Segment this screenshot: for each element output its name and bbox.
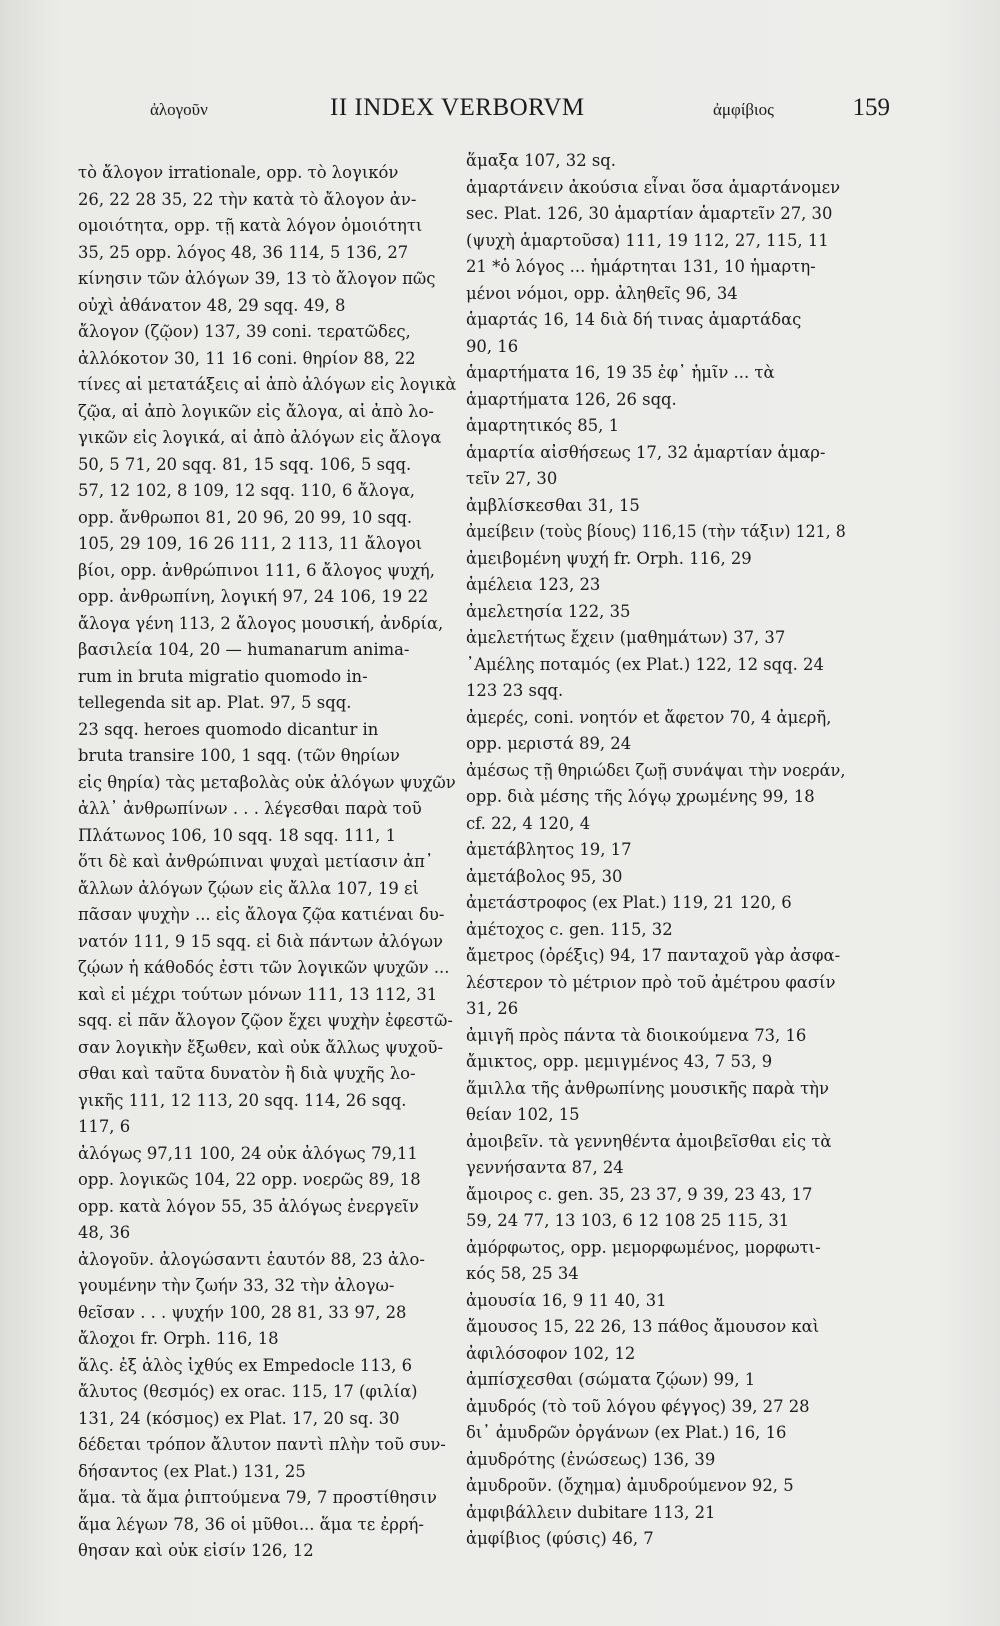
index-line: ἀμείβειν (τοὺς βίους) 116,15 (τὴν τάξιν) 121, 8 [466, 522, 846, 541]
index-line: τεῖν 27, 30 [466, 469, 558, 488]
index-line: ομοιότητα, opp. τῇ κατὰ λόγον ὁμοιότητι [78, 216, 423, 235]
index-line: ἀμέλεια 123, 23 [466, 575, 601, 594]
index-line: ἀμβλίσκεσθαι 31, 15 [466, 495, 640, 515]
index-line: μένοι νόμοι, opp. ἀληθεῖς 96, 34 [466, 283, 738, 303]
index-line: opp. μεριστά 89, 24 [466, 734, 632, 753]
index-line: ἄλλων ἀλόγων ζῴων εἰς ἄλλα 107, 19 εἰ [78, 878, 419, 898]
index-line: 59, 24 77, 13 103, 6 12 108 25 115, 31 [466, 1211, 790, 1230]
index-line: νατόν 111, 9 15 sqq. εἰ διὰ πάντων ἀλόγων [78, 931, 443, 951]
index-line: ἀμετάστροφος (ex Plat.) 119, 21 120, 6 [466, 893, 792, 912]
index-line: cf. 22, 4 120, 4 [466, 813, 591, 833]
index-line: βασιλεία 104, 20 — humanarum anima- [78, 640, 410, 659]
index-line: ἀμφιβάλλειν dubitare 113, 21 [466, 1502, 716, 1522]
index-line: ἄμικτος, opp. μεμιγμένος 43, 7 53, 9 [466, 1052, 773, 1071]
index-line: ἄμοιρος c. gen. 35, 23 37, 9 39, 23 43, 17 [466, 1184, 813, 1204]
index-line: ἀλλόκοτον 30, 11 16 coni. θηρίον 88, 22 [78, 348, 416, 368]
index-line: θείαν 102, 15 [466, 1105, 580, 1124]
index-line: opp. ἄνθρωποι 81, 20 96, 20 99, 10 sqq. [78, 507, 413, 527]
index-line: 23 sqq. heroes quomodo dicantur in [78, 719, 379, 739]
index-line: ἀμυδρός (τὸ τοῦ λόγου φέγγος) 39, 27 28 [466, 1396, 810, 1416]
index-line: opp. κατὰ λόγον 55, 35 ἀλόγως ἐνεργεῖν [78, 1196, 419, 1216]
index-line: ἄμουσος 15, 22 26, 13 πάθος ἄμουσον καὶ [466, 1317, 820, 1336]
index-column-right [466, 148, 846, 1553]
index-line: ζῷα, αἱ ἀπὸ λογικῶν εἰς ἄλογα, αἱ ἀπὸ λο- [78, 401, 434, 421]
index-line: πᾶσαν ψυχὴν ... εἰς ἄλογα ζῷα κατιέναι δυ- [78, 905, 445, 924]
index-line: ἀμελετήτως ἔχειν (μαθημάτων) 37, 37 [466, 628, 786, 647]
index-line: ἅμαξα 107, 32 sq. [466, 151, 616, 170]
index-line: ἀμέσως τῇ θηριώδει ζωῇ συνάψαι τὴν νοεράν, [466, 760, 846, 780]
index-line: (ψυχὴ ἁμαρτοῦσα) 111, 19 112, 27, 115, 11 [466, 230, 829, 250]
index-line: γικῆς 111, 12 113, 20 sqq. 114, 26 sqq. [78, 1090, 407, 1110]
index-line: 123 23 sqq. [466, 681, 564, 700]
index-line: ἁμαρτάνειν ἀκούσια εἶναι ὅσα ἁμαρτάνομεν [466, 177, 841, 197]
index-line: γουμένην τὴν ζωήν 33, 32 τὴν ἀλογω- [78, 1276, 395, 1295]
index-line: ἀμειβομένη ψυχή fr. Orph. 116, 29 [466, 548, 752, 568]
index-line: θεῖσαν . . . ψυχήν 100, 28 81, 33 97, 28 [78, 1302, 407, 1322]
index-line: θησαν καὶ οὐκ εἰσίν 126, 12 [78, 1541, 314, 1560]
index-line: δέδεται τρόπον ἄλυτον παντὶ πλὴν τοῦ συν- [78, 1435, 446, 1454]
index-line: τίνες αἱ μετατάξεις αἱ ἀπὸ ἀλόγων εἰς λογικὰ [78, 375, 457, 394]
index-line: δήσαντος (ex Plat.) 131, 25 [78, 1461, 306, 1481]
index-line: δι᾽ ἀμυδρῶν ὀργάνων (ex Plat.) 16, 16 [466, 1423, 787, 1442]
index-line: σθαι καὶ ταῦτα δυνατὸν ἢ διὰ ψυχῆς λο- [78, 1064, 416, 1083]
index-line: ἀλογοῦν. ἀλογώσαντι ἑαυτόν 88, 23 ἀλο- [78, 1249, 425, 1269]
index-line: rum in bruta migratio quomodo in- [78, 666, 368, 686]
index-line: 57, 12 102, 8 109, 12 sqq. 110, 6 ἄλογα, [78, 481, 416, 500]
page-number: 159 [852, 94, 890, 121]
index-line: 48, 36 [78, 1223, 131, 1242]
index-line: bruta transire 100, 1 sqq. (τῶν θηρίων [78, 746, 400, 765]
index-line: ἀμετάβλητος 19, 17 [466, 840, 632, 859]
index-line: ἀμόρφωτος, opp. μεμορφωμένος, μορφωτι- [466, 1237, 821, 1257]
index-line: λέστερον τὸ μέτριον πρὸ τοῦ ἀμέτρου φασίν [466, 972, 836, 992]
index-line: ζῴων ἡ κάθοδός ἐστι τῶν λογικῶν ψυχῶν ... [78, 958, 450, 977]
index-line: ἀμυδρότης (ἐνώσεως) 136, 39 [466, 1449, 716, 1469]
index-line: ἀμέτοχος c. gen. 115, 32 [466, 919, 673, 939]
index-line: ἅμα. τὰ ἅμα ῥιπτούμενα 79, 7 προστίθησιν [78, 1488, 437, 1507]
index-line: ἄλογον (ζῷον) 137, 39 coni. τερατῶδες, [78, 322, 411, 341]
index-line: 31, 26 [466, 999, 519, 1018]
index-line: 50, 5 71, 20 sqq. 81, 15 sqq. 106, 5 sqq. [78, 454, 412, 474]
index-line: ἀλόγως 97,11 100, 24 οὐκ ἀλόγως 79,11 [78, 1143, 418, 1163]
index-line: ἀμελετησία 122, 35 [466, 601, 631, 621]
index-line: ᾽Αμέλης ποταμός (ex Plat.) 122, 12 sqq. 24 [466, 654, 824, 674]
index-line: 117, 6 [78, 1117, 131, 1136]
index-line: ἁμαρτία αἰσθήσεως 17, 32 ἁμαρτίαν ἁμαρ- [466, 442, 826, 462]
header-right-catchword: ἀμφίβιος [713, 100, 774, 119]
index-line: ἀμιγῆ πρὸς πάντα τὰ διοικούμενα 73, 16 [466, 1025, 807, 1045]
header-title: II INDEX VERBORVM [330, 94, 585, 121]
index-line: ἄμετρος (ὀρέξις) 94, 17 πανταχοῦ γὰρ ἀσφα- [466, 946, 841, 965]
index-line: ἁμαρτήματα 16, 19 35 ἐφ᾽ ἡμῖν ... τὰ [466, 363, 775, 382]
index-line: σαν λογικὴν ἔξωθεν, καὶ οὐκ ἄλλως ψυχοῦ- [78, 1037, 444, 1057]
index-line: 90, 16 [466, 336, 519, 356]
index-line: γικῶν εἰς λογικά, αἱ ἀπὸ ἀλόγων εἰς ἄλογα [78, 428, 442, 447]
index-line: κίνησιν τῶν ἀλόγων 39, 13 τὸ ἄλογον πῶς [78, 269, 436, 288]
index-line: opp. ἀνθρωπίνη, λογική 97, 24 106, 19 22 [78, 587, 429, 606]
index-line: 26, 22 28 35, 22 τὴν κατὰ τὸ ἄλογον ἀν- [78, 189, 417, 209]
index-column-left [78, 160, 456, 1565]
index-line: οὐχὶ ἀθάνατον 48, 29 sqq. 49, 8 [78, 295, 346, 315]
index-line: ἀλλ᾽ ἀνθρωπίνων . . . λέγεσθαι παρὰ τοῦ [78, 799, 422, 818]
index-line: ἀμπίσχεσθαι (σώματα ζῴων) 99, 1 [466, 1370, 756, 1389]
index-line: ἀμετάβολος 95, 30 [466, 866, 623, 886]
index-line: sqq. εἰ πᾶν ἄλογον ζῷον ἔχει ψυχὴν ἐφεστῶ- [78, 1011, 453, 1030]
index-line: εἰς θηρία) τὰς μεταβολὰς οὐκ ἀλόγων ψυχῶν [78, 772, 456, 792]
index-line: 131, 24 (κόσμος) ex Plat. 17, 20 sq. 30 [78, 1408, 400, 1428]
index-line: Πλάτωνος 106, 10 sqq. 18 sqq. 111, 1 [78, 825, 397, 845]
index-line: ἄλυτος (θεσμός) ex orac. 115, 17 (φιλία) [78, 1382, 418, 1401]
index-line: βίοι, opp. ἀνθρώπινοι 111, 6 ἄλογος ψυχή, [78, 560, 435, 580]
index-line: ἅλς. ἐξ ἁλὸς ἰχθύς ex Empedocle 113, 6 [78, 1355, 413, 1375]
index-line: ἀμφίβιος (φύσις) 46, 7 [466, 1529, 654, 1548]
index-line: opp. λογικῶς 104, 22 opp. νοερῶς 89, 18 [78, 1170, 421, 1189]
running-header [150, 94, 890, 134]
header-left-catchword: ἀλογοῦν [150, 100, 208, 119]
index-line: ἀμοιβεῖν. τὰ γεννηθέντα ἀμοιβεῖσθαι εἰς τὰ [466, 1131, 832, 1151]
index-line: ἀφιλόσοφον 102, 12 [466, 1343, 636, 1363]
index-line: sec. Plat. 126, 30 ἁμαρτίαν ἁμαρτεῖν 27, 30 [466, 204, 833, 223]
index-line: καὶ εἰ μέχρι τούτων μόνων 111, 13 112, 31 [78, 984, 438, 1004]
index-line: 105, 29 109, 16 26 111, 2 113, 11 ἄλογοι [78, 534, 423, 553]
index-line: ἀμουσία 16, 9 11 40, 31 [466, 1290, 667, 1310]
index-line: τὸ ἄλογον irrationale, opp. τὸ λογικόν [78, 163, 399, 182]
index-line: κός 58, 25 34 [466, 1264, 579, 1283]
index-line: ἅμιλλα τῆς ἀνθρωπίνης μουσικῆς παρὰ τὴν [466, 1078, 829, 1098]
index-line: ἁμαρτήματα 126, 26 sqq. [466, 389, 677, 409]
index-line: ἀμερές, coni. νοητόν et ἄφετον 70, 4 ἀμερῆ, [466, 707, 832, 727]
index-line: ἁμαρτάς 16, 14 διὰ δή τινας ἁμαρτάδας [466, 310, 802, 329]
index-line: ἀμυδροῦν. (ὄχημα) ἀμυδρούμενον 92, 5 [466, 1476, 794, 1495]
index-line: ἅμα λέγων 78, 36 οἱ μῦθοι... ἅμα τε ἐρρή- [78, 1514, 424, 1534]
index-line: tellegenda sit ap. Plat. 97, 5 sqq. [78, 693, 352, 712]
index-line: ἁμαρτητικός 85, 1 [466, 416, 620, 435]
index-line: ὅτι δὲ καὶ ἀνθρώπιναι ψυχαὶ μετίασιν ἀπ᾽ [78, 852, 434, 871]
index-line: ἄλογα γένη 113, 2 ἄλογος μουσική, ἀνδρία, [78, 613, 444, 633]
index-line: ἄλοχοι fr. Orph. 116, 18 [78, 1329, 279, 1348]
index-line: 35, 25 opp. λόγος 48, 36 114, 5 136, 27 [78, 242, 409, 262]
index-line: opp. διὰ μέσης τῆς λόγῳ χρωμένης 99, 18 [466, 787, 815, 806]
index-line: 21 *ὁ λόγος ... ἡμάρτηται 131, 10 ἡμαρτη- [466, 257, 816, 276]
index-line: γεννήσαντα 87, 24 [466, 1158, 624, 1177]
